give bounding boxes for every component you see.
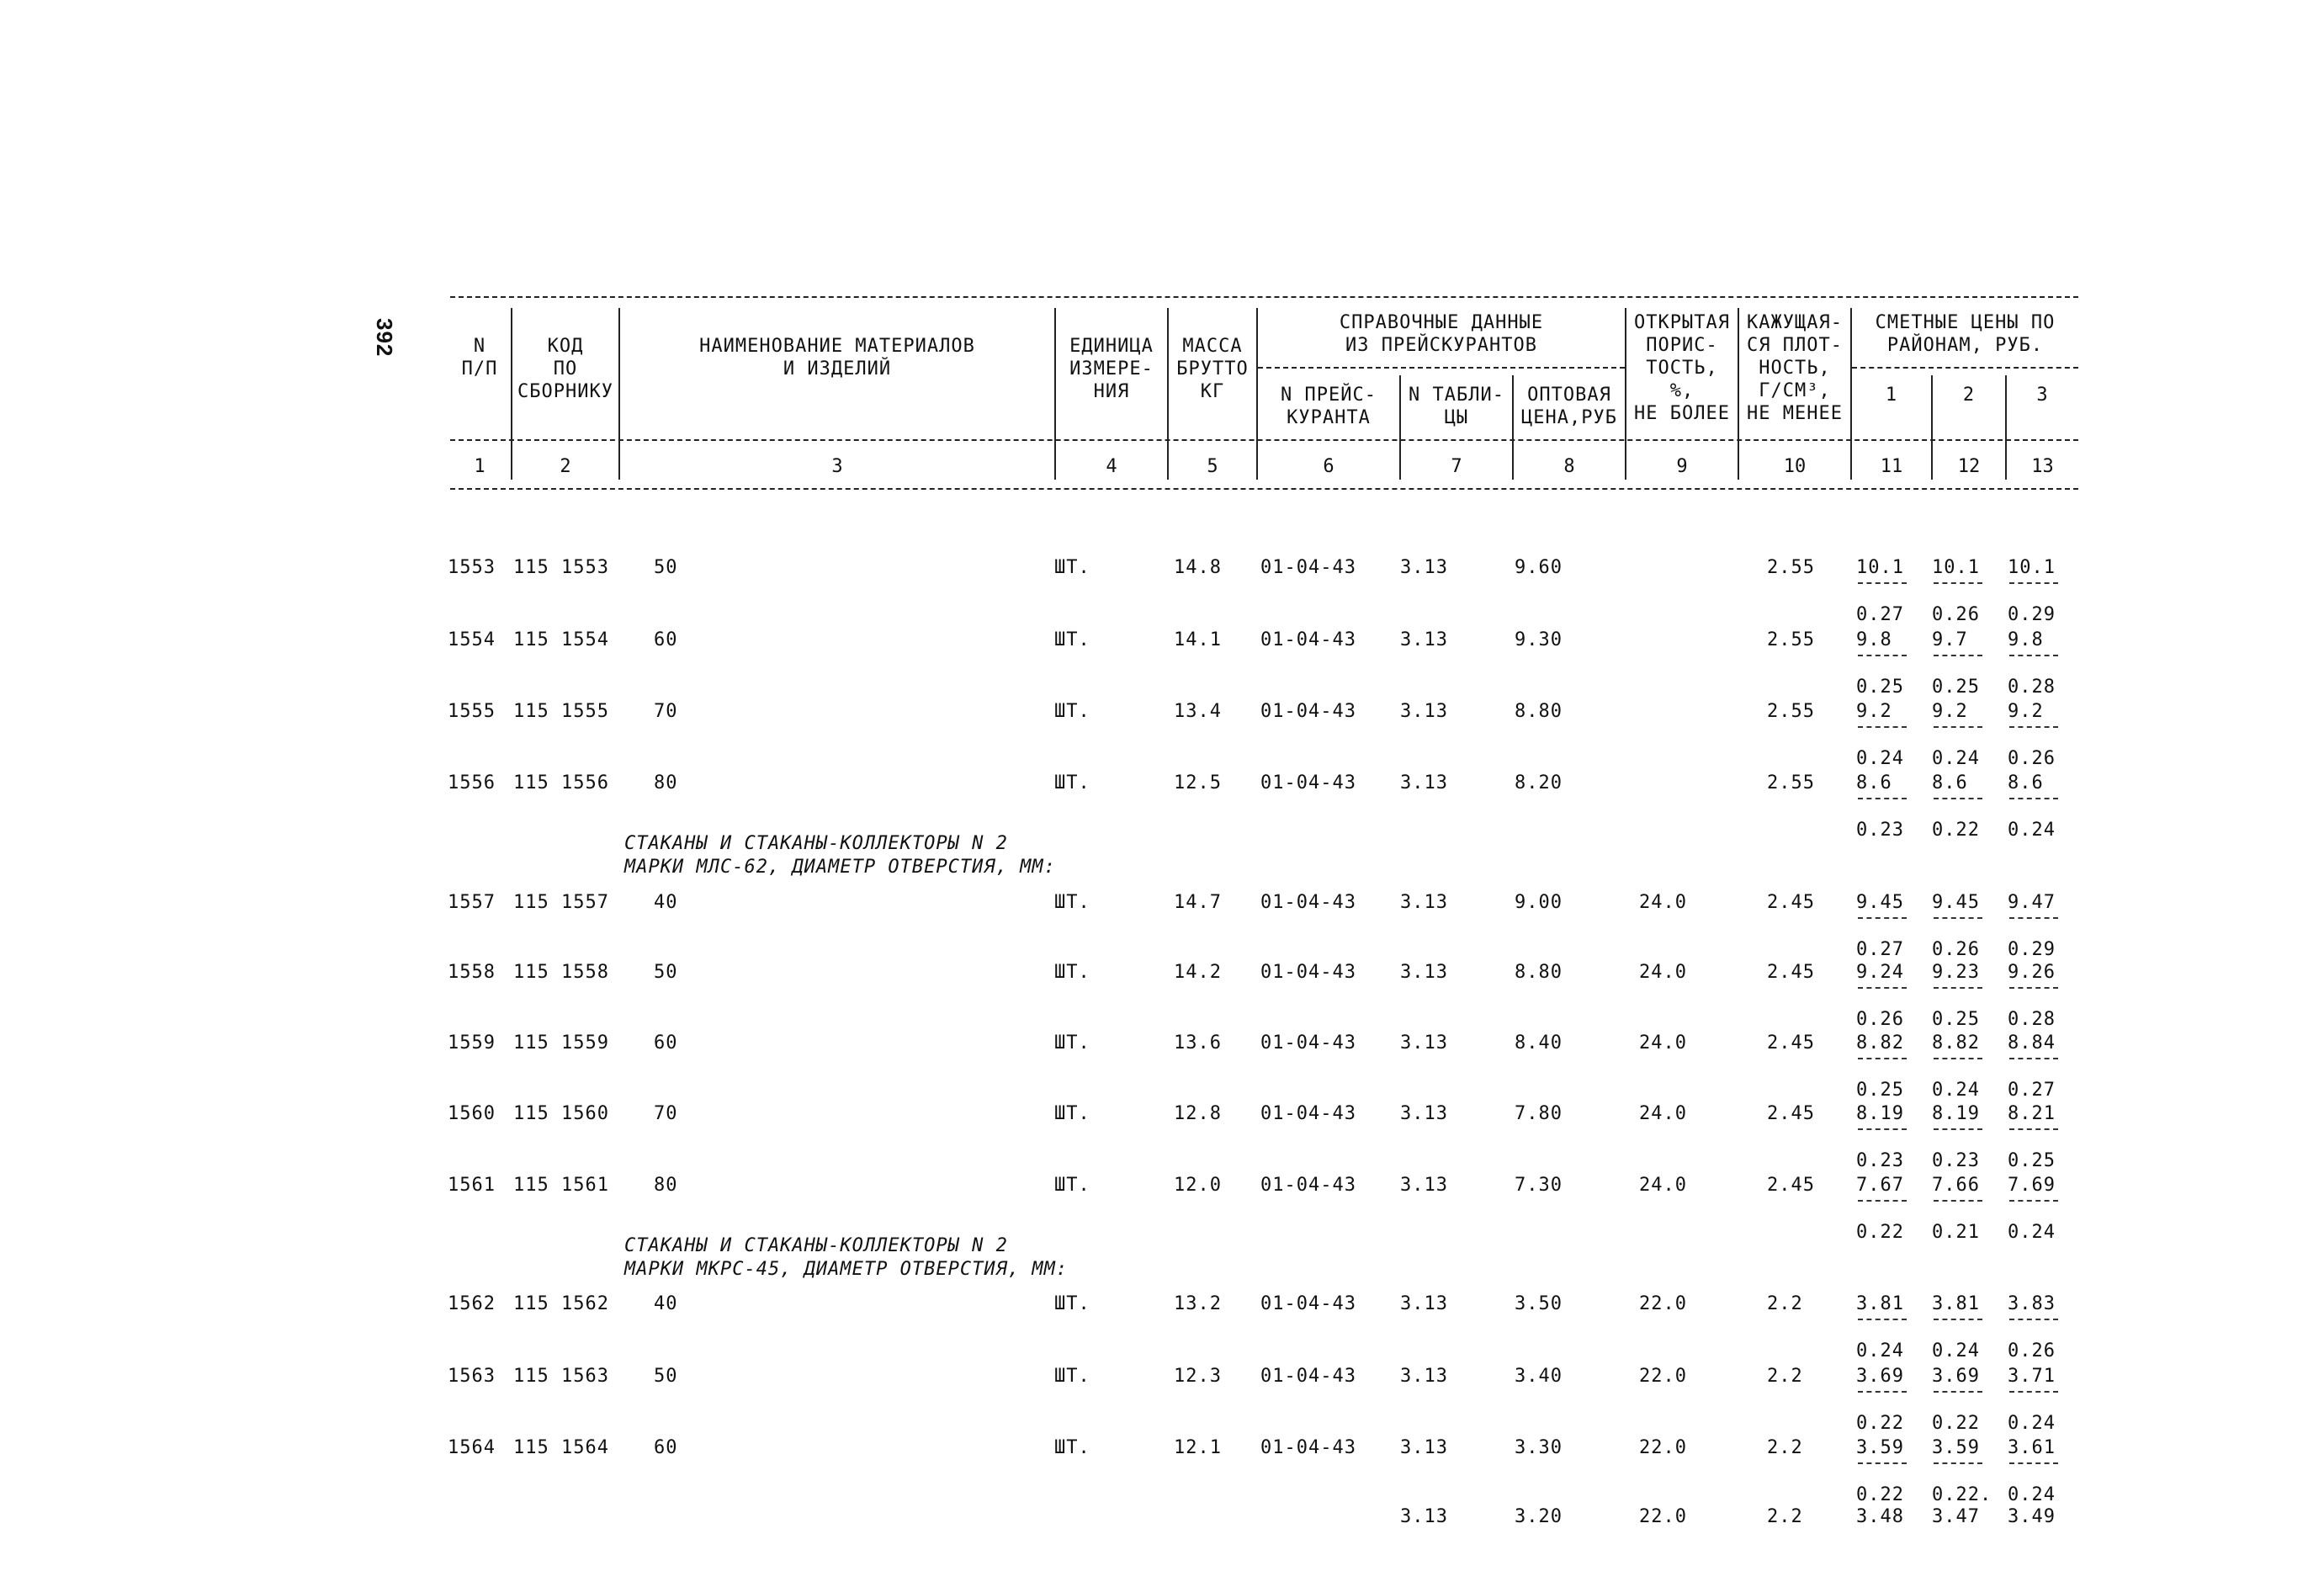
region-price-2: 3.59 [1932, 1437, 1980, 1458]
region-delta-1: 0.22 [1856, 1413, 1904, 1434]
region-delta-3: 0.29 [2008, 939, 2056, 960]
fraction-rule [1934, 1391, 1982, 1393]
row-unit: ШТ. [1054, 1103, 1090, 1124]
row-name: 50 [654, 1366, 678, 1387]
row-name: 50 [654, 962, 678, 983]
row-mass: 14.7 [1174, 892, 1222, 913]
row-table: 3.13 [1400, 1175, 1448, 1196]
fraction-rule [1858, 1462, 1907, 1464]
row-number: 1557 [448, 892, 496, 913]
header-sub-rule [450, 439, 2078, 441]
row-code: 115 1562 [513, 1293, 609, 1314]
region-price-1: 10.1 [1856, 557, 1904, 578]
row-table: 3.13 [1400, 772, 1448, 794]
header-col4: ЕДИНИЦА ИЗМЕРЕ- НИЯ [1069, 336, 1154, 402]
region-delta-1: 0.24 [1856, 1340, 1904, 1361]
region-price-1: 8.19 [1856, 1103, 1904, 1124]
row-number: 1554 [448, 629, 496, 650]
row-price: 3.40 [1515, 1366, 1563, 1387]
fraction-rule [1858, 1319, 1907, 1320]
region-price-3: 10.1 [2008, 557, 2056, 578]
region-delta-2: 0.25 [1932, 677, 1980, 698]
region-delta-2: 0.24 [1932, 1340, 1980, 1361]
section-title-line2: МАРКИ МКРС-45, ДИАМЕТР ОТВЕРСТИЯ, ММ: [624, 1259, 1069, 1280]
row-price: 7.30 [1515, 1175, 1563, 1196]
row-number: 1559 [448, 1032, 496, 1054]
row-density: 2.2 [1767, 1366, 1803, 1387]
row-number: 1561 [448, 1175, 496, 1196]
header-col2: КОД ПО СБОРНИКУ [517, 336, 613, 402]
column-number: 13 [2031, 456, 2054, 477]
row-table: 3.13 [1400, 892, 1448, 913]
region-delta-2: 0.26 [1932, 939, 1980, 960]
row-unit: ШТ. [1054, 962, 1090, 983]
region-delta-1: 0.23 [1856, 1150, 1904, 1171]
row-price: 8.80 [1515, 701, 1563, 722]
region-price-2: 8.6 [1932, 772, 1968, 794]
row-unit: ШТ. [1054, 892, 1090, 913]
region-price-2: 9.7 [1932, 629, 1968, 650]
fraction-rule [2009, 655, 2058, 656]
region-delta-1: 0.25 [1856, 1080, 1904, 1101]
row-pricelist: 01-04-43 [1260, 1032, 1356, 1054]
region-price-2: 9.23 [1932, 962, 1980, 983]
region-price-2: 8.82 [1932, 1032, 1980, 1054]
region-price-3: 9.2 [2008, 701, 2044, 722]
row-number: 1558 [448, 962, 496, 983]
column-number: 12 [1957, 456, 1981, 477]
row-table: 3.13 [1400, 1293, 1448, 1314]
row-table: 3.13 [1400, 1437, 1448, 1458]
fraction-rule [2009, 798, 2058, 799]
row-price: 9.60 [1515, 557, 1563, 578]
fraction-rule [1934, 1462, 1982, 1464]
row-pricelist: 01-04-43 [1260, 1437, 1356, 1458]
row-unit: ШТ. [1054, 1366, 1090, 1387]
row-number: 1553 [448, 557, 496, 578]
region-price-2: 9.45 [1932, 892, 1980, 913]
region-price-2: 3.47 [1932, 1506, 1980, 1527]
row-unit: ШТ. [1054, 1175, 1090, 1196]
fraction-rule [1858, 655, 1907, 656]
fraction-rule [1858, 1058, 1907, 1059]
fraction-rule [1858, 1391, 1907, 1393]
header-col9: ОТКРЫТАЯ ПОРИС- ТОСТЬ, %, НЕ БОЛЕЕ [1634, 312, 1730, 424]
region-delta-2: 0.25 [1932, 1009, 1980, 1030]
fraction-rule [1858, 798, 1907, 799]
region-delta-2: 0.22. [1932, 1484, 1992, 1505]
region-price-1: 8.6 [1856, 772, 1892, 794]
region-price-3: 3.71 [2008, 1366, 2056, 1387]
section-title-line2: МАРКИ МЛС-62, ДИАМЕТР ОТВЕРСТИЯ, ММ: [624, 857, 1056, 878]
region-delta-1: 0.25 [1856, 677, 1904, 698]
column-number: 6 [1323, 456, 1334, 477]
header-col8: ОПТОВАЯ ЦЕНА,РУБ [1521, 385, 1617, 428]
row-pricelist: 01-04-43 [1260, 772, 1356, 794]
header-col1: N П/П [461, 336, 498, 380]
row-code: 115 1559 [513, 1032, 609, 1054]
row-mass: 14.1 [1174, 629, 1222, 650]
region-price-1: 3.59 [1856, 1437, 1904, 1458]
region-price-2: 3.81 [1932, 1293, 1980, 1314]
section-title-line1: СТАКАНЫ И СТАКАНЫ-КОЛЛЕКТОРЫ N 2 [624, 1235, 1008, 1256]
row-mass: 12.1 [1174, 1437, 1222, 1458]
header-top-rule [450, 296, 2078, 298]
row-number: 1555 [448, 701, 496, 722]
row-density: 2.55 [1767, 701, 1815, 722]
region-price-1: 3.81 [1856, 1293, 1904, 1314]
region-delta-3: 0.28 [2008, 1009, 2056, 1030]
row-number: 1560 [448, 1103, 496, 1124]
row-number: 1556 [448, 772, 496, 794]
row-table: 3.13 [1400, 1506, 1448, 1527]
row-porosity: 22.0 [1639, 1293, 1687, 1314]
header-group-price: СМЕТНЫЕ ЦЕНЫ ПО РАЙОНАМ, РУБ. [1875, 312, 2056, 356]
region-delta-3: 0.24 [2008, 820, 2056, 841]
header-region-3: 3 [2036, 385, 2049, 406]
row-code: 115 1560 [513, 1103, 609, 1124]
row-pricelist: 01-04-43 [1260, 629, 1356, 650]
row-table: 3.13 [1400, 1103, 1448, 1124]
header-col10: КАЖУЩАЯ- СЯ ПЛОТ- НОСТЬ, Г/СМ³, НЕ МЕНЕЕ [1747, 312, 1843, 424]
column-number: 2 [560, 456, 571, 477]
row-name: 80 [654, 772, 678, 794]
fraction-rule [1934, 987, 1982, 989]
region-price-2: 3.69 [1932, 1366, 1980, 1387]
row-table: 3.13 [1400, 557, 1448, 578]
region-price-3: 3.61 [2008, 1437, 2056, 1458]
row-unit: ШТ. [1054, 1293, 1090, 1314]
row-table: 3.13 [1400, 701, 1448, 722]
row-name: 40 [654, 892, 678, 913]
region-delta-2: 0.21 [1932, 1222, 1980, 1243]
fraction-rule [2009, 726, 2058, 728]
row-code: 115 1557 [513, 892, 609, 913]
fraction-rule [1934, 798, 1982, 799]
fraction-rule [2009, 582, 2058, 584]
region-delta-3: 0.26 [2008, 748, 2056, 769]
column-number: 9 [1676, 456, 1688, 477]
row-porosity: 24.0 [1639, 892, 1687, 913]
row-pricelist: 01-04-43 [1260, 1103, 1356, 1124]
row-name: 40 [654, 1293, 678, 1314]
row-name: 50 [654, 557, 678, 578]
region-price-1: 9.8 [1856, 629, 1892, 650]
row-table: 3.13 [1400, 1032, 1448, 1054]
region-price-1: 8.82 [1856, 1032, 1904, 1054]
row-density: 2.45 [1767, 962, 1815, 983]
row-density: 2.55 [1767, 557, 1815, 578]
region-price-3: 9.8 [2008, 629, 2044, 650]
row-table: 3.13 [1400, 629, 1448, 650]
row-porosity: 24.0 [1639, 1175, 1687, 1196]
region-price-2: 10.1 [1932, 557, 1980, 578]
header-region-2: 2 [1962, 385, 1976, 406]
row-mass: 12.0 [1174, 1175, 1222, 1196]
row-unit: ШТ. [1054, 772, 1090, 794]
fraction-rule [1858, 917, 1907, 919]
fraction-rule [1934, 582, 1982, 584]
region-delta-1: 0.22 [1856, 1484, 1904, 1505]
row-price: 3.30 [1515, 1437, 1563, 1458]
region-delta-1: 0.22 [1856, 1222, 1904, 1243]
row-code: 115 1553 [513, 557, 609, 578]
region-delta-3: 0.25 [2008, 1150, 2056, 1171]
fraction-rule [1858, 1200, 1907, 1202]
row-pricelist: 01-04-43 [1260, 962, 1356, 983]
row-code: 115 1563 [513, 1366, 609, 1387]
header-col6: N ПРЕЙС- КУРАНТА [1281, 385, 1377, 428]
row-number: 1562 [448, 1293, 496, 1314]
region-price-1: 3.48 [1856, 1506, 1904, 1527]
region-price-3: 3.83 [2008, 1293, 2056, 1314]
column-number: 10 [1783, 456, 1807, 477]
column-number: 5 [1207, 456, 1218, 477]
row-unit: ШТ. [1054, 1437, 1090, 1458]
fraction-rule [2009, 1391, 2058, 1393]
row-table: 3.13 [1400, 1366, 1448, 1387]
region-price-1: 7.67 [1856, 1175, 1904, 1196]
row-code: 115 1554 [513, 629, 609, 650]
header-col5: МАССА БРУТТО КГ [1176, 336, 1249, 402]
row-density: 2.55 [1767, 629, 1815, 650]
region-delta-2: 0.24 [1932, 1080, 1980, 1101]
row-price: 3.50 [1515, 1293, 1563, 1314]
header-col7: N ТАБЛИ- ЦЫ [1409, 385, 1504, 428]
row-pricelist: 01-04-43 [1260, 557, 1356, 578]
row-porosity: 22.0 [1639, 1366, 1687, 1387]
row-code: 115 1561 [513, 1175, 609, 1196]
row-density: 2.45 [1767, 1175, 1815, 1196]
column-number: 11 [1880, 456, 1903, 477]
region-delta-1: 0.23 [1856, 820, 1904, 841]
fraction-rule [1934, 1319, 1982, 1320]
region-delta-1: 0.27 [1856, 939, 1904, 960]
region-delta-1: 0.24 [1856, 748, 1904, 769]
region-delta-2: 0.22 [1932, 820, 1980, 841]
region-price-1: 9.2 [1856, 701, 1892, 722]
region-price-2: 9.2 [1932, 701, 1968, 722]
header-col3: НАИМЕНОВАНИЕ МАТЕРИАЛОВ И ИЗДЕЛИЙ [699, 336, 975, 380]
region-price-3: 8.6 [2008, 772, 2044, 794]
region-delta-3: 0.28 [2008, 677, 2056, 698]
fraction-rule [1934, 726, 1982, 728]
header-bottom-rule [450, 488, 2078, 490]
row-price: 9.00 [1515, 892, 1563, 913]
row-unit: ШТ. [1054, 1032, 1090, 1054]
row-density: 2.2 [1767, 1506, 1803, 1527]
region-delta-2: 0.22 [1932, 1413, 1980, 1434]
section-title-line1: СТАКАНЫ И СТАКАНЫ-КОЛЛЕКТОРЫ N 2 [624, 833, 1008, 854]
row-mass: 12.5 [1174, 772, 1222, 794]
row-price: 8.20 [1515, 772, 1563, 794]
region-price-3: 8.21 [2008, 1103, 2056, 1124]
fraction-rule [1934, 655, 1982, 656]
region-delta-3: 0.24 [2008, 1222, 2056, 1243]
fraction-rule [2009, 1128, 2058, 1130]
region-delta-3: 0.24 [2008, 1413, 2056, 1434]
row-number: 1564 [448, 1437, 496, 1458]
row-density: 2.45 [1767, 1103, 1815, 1124]
fraction-rule [1858, 582, 1907, 584]
fraction-rule [1934, 1200, 1982, 1202]
fraction-rule [2009, 987, 2058, 989]
fraction-rule [2009, 1200, 2058, 1202]
row-number: 1563 [448, 1366, 496, 1387]
column-number: 1 [474, 456, 485, 477]
row-code: 115 1556 [513, 772, 609, 794]
region-price-3: 3.49 [2008, 1506, 2056, 1527]
row-unit: ШТ. [1054, 629, 1090, 650]
region-delta-3: 0.24 [2008, 1484, 2056, 1505]
region-price-3: 9.26 [2008, 962, 2056, 983]
row-porosity: 24.0 [1639, 1103, 1687, 1124]
region-price-1: 9.24 [1856, 962, 1904, 983]
row-code: 115 1555 [513, 701, 609, 722]
row-code: 115 1558 [513, 962, 609, 983]
column-number: 8 [1563, 456, 1575, 477]
row-pricelist: 01-04-43 [1260, 892, 1356, 913]
header-group-ref: СПРАВОЧНЫЕ ДАННЫЕ ИЗ ПРЕЙСКУРАНТОВ [1339, 312, 1544, 356]
row-porosity: 24.0 [1639, 962, 1687, 983]
row-porosity: 22.0 [1639, 1437, 1687, 1458]
fraction-rule [2009, 1058, 2058, 1059]
row-porosity: 22.0 [1639, 1506, 1687, 1527]
row-mass: 13.4 [1174, 701, 1222, 722]
row-mass: 13.2 [1174, 1293, 1222, 1314]
row-name: 60 [654, 1437, 678, 1458]
row-mass: 14.8 [1174, 557, 1222, 578]
fraction-rule [1858, 726, 1907, 728]
row-price: 9.30 [1515, 629, 1563, 650]
row-pricelist: 01-04-43 [1260, 701, 1356, 722]
region-delta-1: 0.27 [1856, 604, 1904, 625]
region-delta-3: 0.29 [2008, 604, 2056, 625]
row-name: 70 [654, 701, 678, 722]
header-region-1: 1 [1885, 385, 1898, 406]
fraction-rule [2009, 917, 2058, 919]
region-price-2: 8.19 [1932, 1103, 1980, 1124]
region-price-3: 7.69 [2008, 1175, 2056, 1196]
row-price: 7.80 [1515, 1103, 1563, 1124]
row-name: 60 [654, 1032, 678, 1054]
region-price-1: 9.45 [1856, 892, 1904, 913]
fraction-rule [2009, 1462, 2058, 1464]
region-price-3: 8.84 [2008, 1032, 2056, 1054]
row-density: 2.45 [1767, 892, 1815, 913]
fraction-rule [1934, 917, 1982, 919]
row-table: 3.13 [1400, 962, 1448, 983]
region-delta-1: 0.26 [1856, 1009, 1904, 1030]
column-number: 3 [831, 456, 843, 477]
row-porosity: 24.0 [1639, 1032, 1687, 1054]
row-density: 2.2 [1767, 1293, 1803, 1314]
row-density: 2.45 [1767, 1032, 1815, 1054]
row-mass: 12.3 [1174, 1366, 1222, 1387]
row-name: 60 [654, 629, 678, 650]
row-pricelist: 01-04-43 [1260, 1366, 1356, 1387]
fraction-rule [2009, 1319, 2058, 1320]
row-price: 8.80 [1515, 962, 1563, 983]
region-delta-2: 0.26 [1932, 604, 1980, 625]
region-delta-2: 0.24 [1932, 748, 1980, 769]
column-number: 4 [1106, 456, 1117, 477]
region-price-1: 3.69 [1856, 1366, 1904, 1387]
page-number: 392 [372, 318, 397, 358]
row-price: 3.20 [1515, 1506, 1563, 1527]
row-mass: 14.2 [1174, 962, 1222, 983]
column-number: 7 [1451, 456, 1462, 477]
region-delta-3: 0.26 [2008, 1340, 2056, 1361]
row-pricelist: 01-04-43 [1260, 1175, 1356, 1196]
row-mass: 12.8 [1174, 1103, 1222, 1124]
row-density: 2.2 [1767, 1437, 1803, 1458]
fraction-rule [1858, 1128, 1907, 1130]
row-name: 70 [654, 1103, 678, 1124]
fraction-rule [1934, 1128, 1982, 1130]
fraction-rule [1934, 1058, 1982, 1059]
row-density: 2.55 [1767, 772, 1815, 794]
row-unit: ШТ. [1054, 557, 1090, 578]
table-header [450, 296, 2078, 491]
row-code: 115 1564 [513, 1437, 609, 1458]
row-pricelist: 01-04-43 [1260, 1293, 1356, 1314]
row-mass: 13.6 [1174, 1032, 1222, 1054]
row-price: 8.40 [1515, 1032, 1563, 1054]
row-unit: ШТ. [1054, 701, 1090, 722]
row-name: 80 [654, 1175, 678, 1196]
fraction-rule [1858, 987, 1907, 989]
region-price-2: 7.66 [1932, 1175, 1980, 1196]
region-price-3: 9.47 [2008, 892, 2056, 913]
region-delta-3: 0.27 [2008, 1080, 2056, 1101]
region-delta-2: 0.23 [1932, 1150, 1980, 1171]
